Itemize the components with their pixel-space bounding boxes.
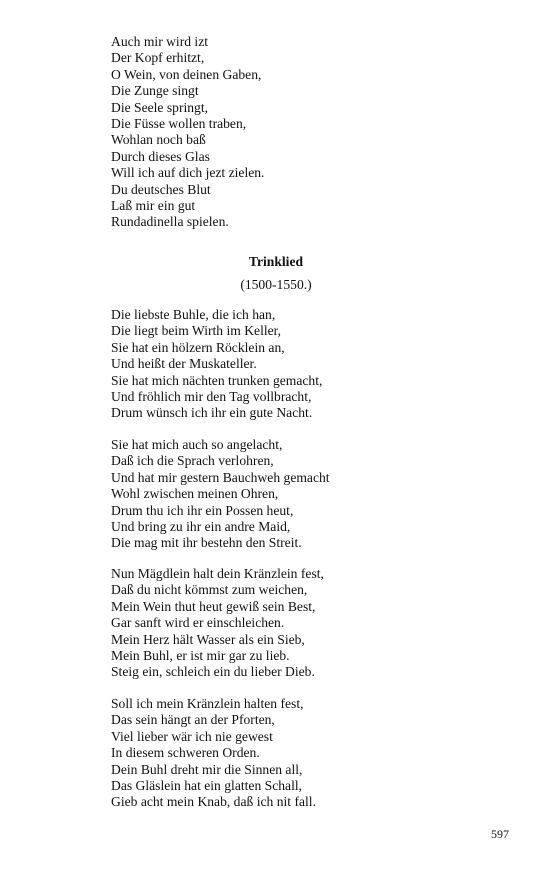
verse-line: Und heißt der Muskateller. [111, 356, 257, 372]
verse-line: Daß du nicht kömmst zum weichen, [111, 582, 308, 598]
verse-line: Sie hat ein hölzern Röcklein an, [111, 339, 285, 355]
verse-line: Wohlan noch baß [111, 132, 206, 148]
verse-line: Laß mir ein gut [111, 198, 196, 214]
verse-line: Daß ich die Sprach verlohren, [111, 453, 274, 469]
poem-stanza-2 [111, 437, 330, 552]
verse-line: Rundadinella spielen. [111, 214, 229, 230]
verse-line: Soll ich mein Kränzlein halten fest, [111, 696, 304, 711]
verse-line: Gar sanft wird er einschleichen. [111, 615, 285, 631]
verse-line: Steig ein, schleich ein du lieber Dieb. [111, 664, 315, 680]
verse-line: Mein Herz hält Wasser als ein Sieb, [111, 631, 305, 647]
verse-line: Die Füsse wollen traben, [111, 116, 247, 132]
verse-line: Das Gläslein hat ein glatten Schall, [111, 778, 303, 794]
verse-line: In diesem schweren Orden. [111, 745, 260, 761]
verse-line: Und hat mir gestern Bauchweh gemacht [111, 469, 330, 485]
verse-line: Dein Buhl dreht mir die Sinnen all, [111, 761, 303, 777]
verse-line: Wohl zwischen meinen Ohren, [111, 486, 279, 502]
page-number: 597 [491, 827, 509, 841]
poem-stanza-1 [111, 307, 322, 422]
verse-line: Mein Buhl, er ist mir gar zu lieb. [111, 648, 290, 664]
verse-line: Sie hat mich nächten trunken gemacht, [111, 372, 323, 388]
verse-line: Durch dieses Glas [111, 148, 210, 164]
verse-line: Und bring zu ihr ein andre Maid, [111, 519, 291, 535]
verse-line: Drum thu ich ihr ein Possen heut, [111, 502, 294, 518]
verse-line: Drum wünsch ich ihr ein gute Nacht. [111, 405, 313, 421]
verse-line: Sie hat mich auch so angelacht, [111, 437, 283, 452]
intro-stanza [111, 34, 264, 231]
verse-line: Viel lieber wär ich nie gewest [111, 728, 273, 744]
verse-line: Die Zunge singt [111, 83, 199, 99]
verse-line: Und fröhlich mir den Tag vollbracht, [111, 389, 312, 405]
verse-line: Die mag mit ihr bestehn den Streit. [111, 535, 302, 551]
poem-stanza-4 [111, 696, 316, 811]
poem-date: (1500-1550.) [240, 277, 312, 292]
poem-stanza-3 [111, 566, 324, 681]
verse-line: Mein Wein thut heut gewiß sein Best, [111, 598, 316, 614]
verse-line: Gieb acht mein Knab, daß ich nit fall. [111, 794, 316, 810]
verse-line: Du deutsches Blut [111, 181, 211, 197]
verse-line: Das sein hängt an der Pforten, [111, 712, 275, 728]
poem-title: Trinklied [248, 254, 304, 269]
verse-line: Die liebste Buhle, die ich han, [111, 307, 276, 322]
verse-line: O Wein, von deinen Gaben, [111, 66, 262, 82]
verse-line: Will ich auf dich jezt zielen. [111, 165, 265, 181]
verse-line: Nun Mägdlein halt dein Kränzlein fest, [111, 566, 324, 581]
verse-line: Die Seele springt, [111, 99, 209, 115]
verse-line: Der Kopf erhitzt, [111, 50, 205, 66]
verse-line: Auch mir wird izt [111, 34, 209, 49]
verse-line: Die liegt beim Wirth im Keller, [111, 323, 282, 339]
